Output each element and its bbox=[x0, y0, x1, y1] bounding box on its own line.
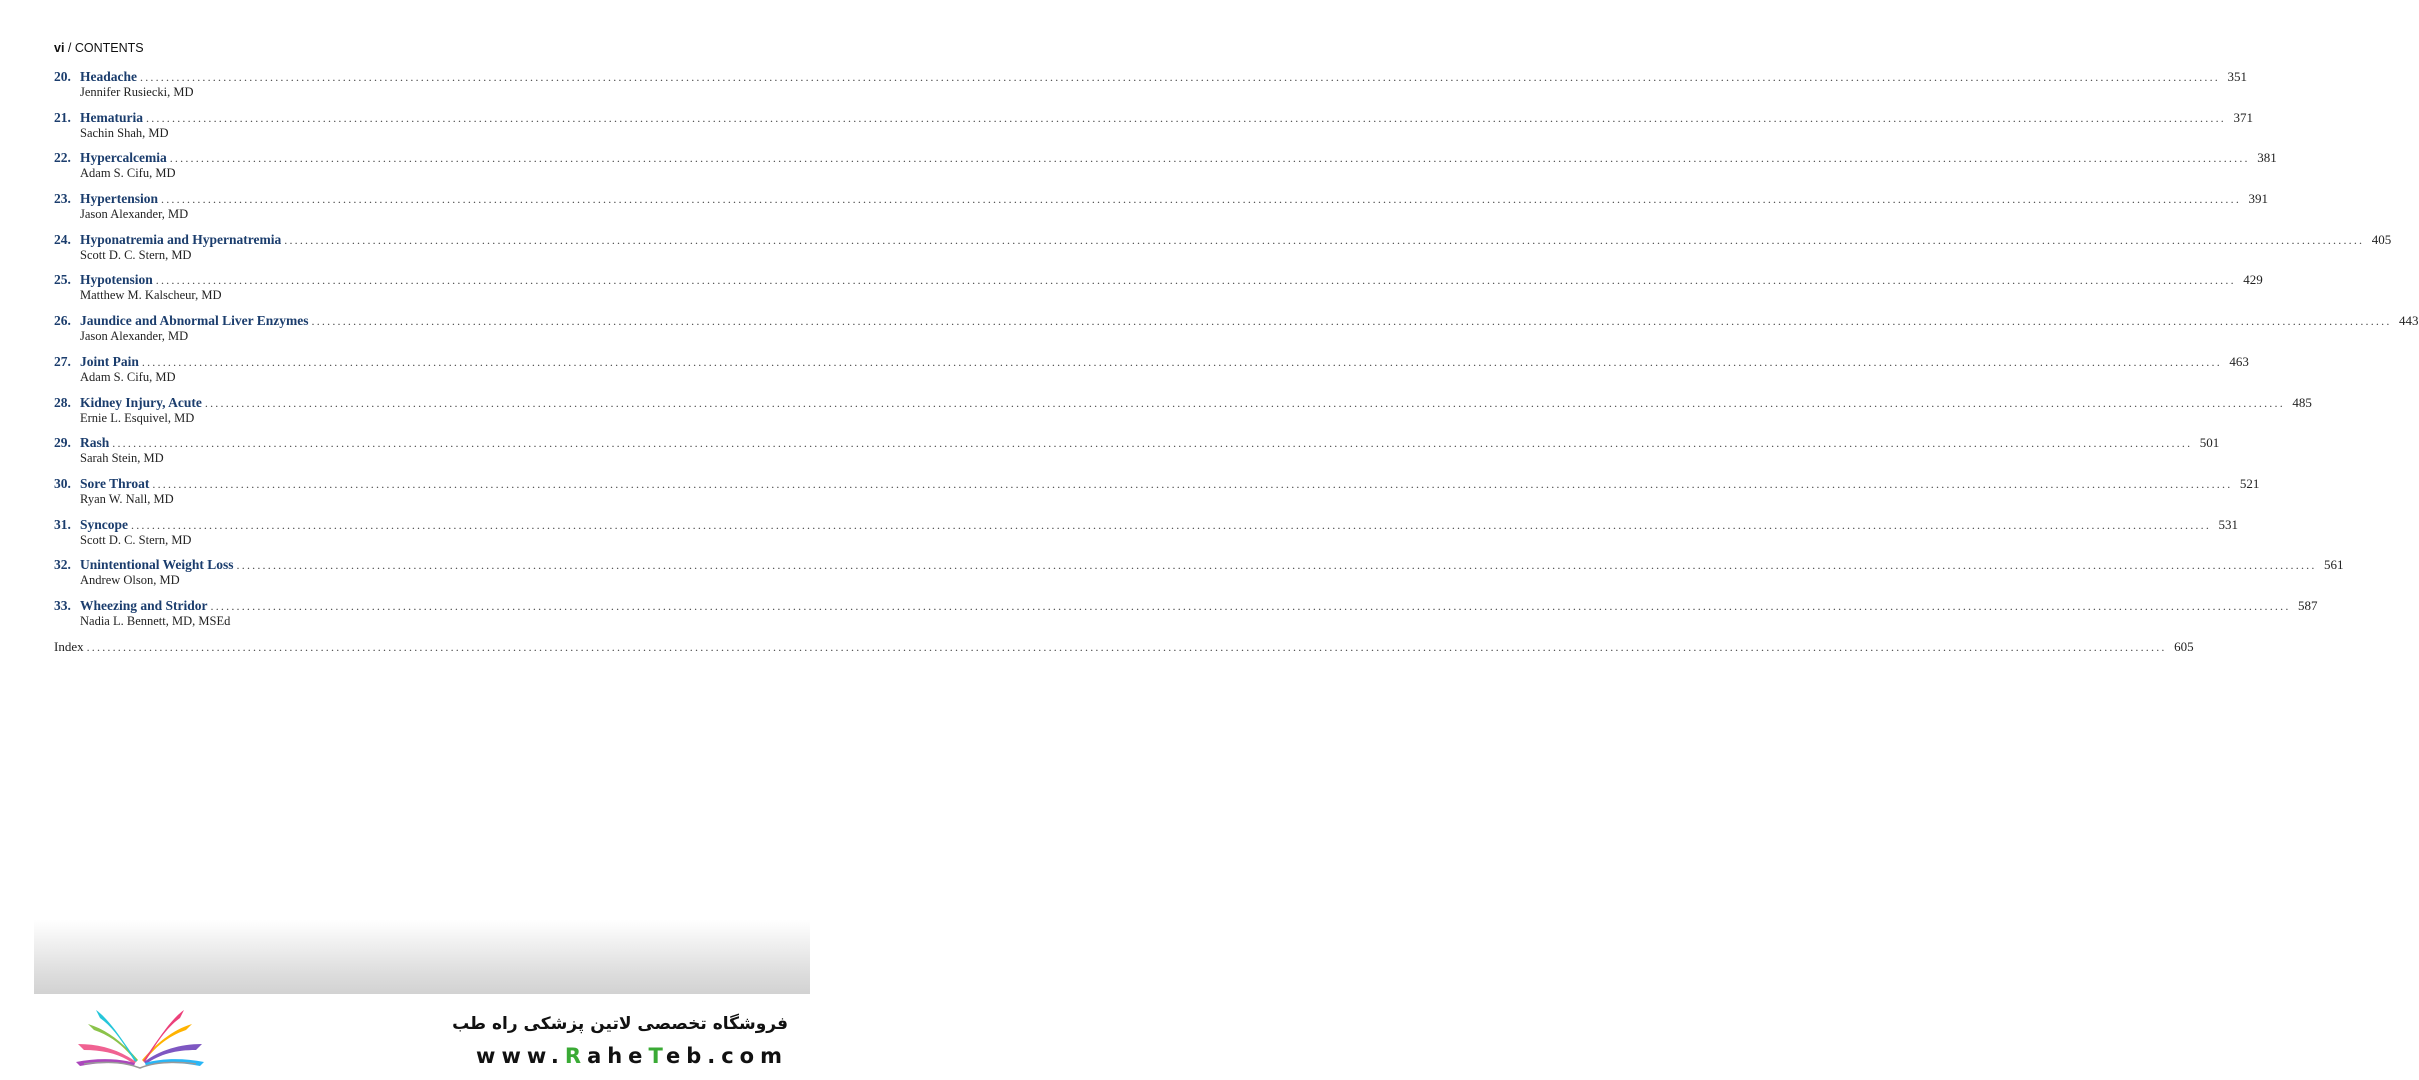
chapter-number: 24. bbox=[54, 231, 71, 247]
index-title[interactable]: Index bbox=[54, 638, 84, 654]
chapter-title[interactable]: Hyponatremia and Hypernatremia bbox=[80, 231, 282, 247]
leader-dots: ................................................................................................................................................................................................................................................................................................................................................................................................................ bbox=[141, 354, 2222, 369]
open-book-logo-icon bbox=[74, 1004, 206, 1070]
toc-entry[interactable] bbox=[54, 231, 2392, 272]
chapter-author: Adam S. Cifu, MD bbox=[80, 166, 176, 181]
chapter-page-number: 405 bbox=[2371, 231, 2392, 247]
toc-entry-line bbox=[54, 638, 2194, 655]
leader-dots: ................................................................................................................................................................................................................................................................................................................................................................................................................ bbox=[236, 558, 2317, 573]
chapter-number: 22. bbox=[54, 150, 71, 166]
chapter-title[interactable]: Wheezing and Stridor bbox=[80, 597, 208, 613]
toc-entry-line bbox=[54, 434, 2220, 451]
chapter-page-number: 429 bbox=[2243, 272, 2263, 288]
url-suffix: eb.com bbox=[665, 1044, 788, 1068]
toc-entry[interactable] bbox=[54, 312, 2419, 353]
chapter-author: Ryan W. Nall, MD bbox=[80, 491, 174, 506]
toc-entry-line bbox=[54, 556, 2344, 573]
toc-entry[interactable] bbox=[54, 556, 2344, 597]
toc-entry-line bbox=[54, 271, 2263, 288]
chapter-title[interactable]: Hypotension bbox=[80, 272, 153, 288]
toc-entry[interactable] bbox=[54, 597, 2318, 638]
book-pages-left bbox=[76, 1010, 138, 1066]
chapter-number: 25. bbox=[54, 272, 71, 288]
toc-entry-line bbox=[54, 190, 2269, 207]
header-section-title: CONTENTS bbox=[74, 41, 144, 55]
toc-entry[interactable] bbox=[54, 394, 2312, 435]
toc-entry[interactable] bbox=[54, 190, 2269, 231]
book-spine bbox=[84, 1062, 196, 1068]
chapter-author: Jennifer Rusiecki, MD bbox=[80, 85, 194, 99]
leader-dots: ................................................................................................................................................................................................................................................................................................................................................................................................................ bbox=[152, 476, 2233, 491]
toc-entry[interactable] bbox=[54, 109, 2253, 150]
page-bottom-shadow bbox=[34, 920, 810, 994]
chapter-author: Scott D. C. Stern, MD bbox=[80, 532, 192, 547]
leader-dots: ................................................................................................................................................................................................................................................................................................................................................................................................................ bbox=[131, 517, 2212, 532]
url-prefix: www. bbox=[476, 1044, 565, 1068]
toc-index-entry[interactable] bbox=[54, 638, 2194, 679]
toc-entry-line bbox=[54, 149, 2277, 166]
chapter-number: 26. bbox=[54, 313, 71, 329]
url-letter-t: T bbox=[648, 1044, 666, 1068]
toc-entry-line bbox=[54, 475, 2260, 492]
chapter-author: Nadia L. Bennett, MD, MSEd bbox=[80, 613, 231, 628]
chapter-page-number: 351 bbox=[2227, 69, 2247, 84]
leader-dots: ................................................................................................................................................................................................................................................................................................................................................................................................................ bbox=[155, 273, 2236, 288]
chapter-page-number: 381 bbox=[2257, 150, 2277, 166]
toc-entry[interactable] bbox=[54, 434, 2220, 475]
chapter-number: 29. bbox=[54, 435, 71, 451]
chapter-author: Scott D. C. Stern, MD bbox=[80, 247, 192, 262]
leader-dots: ................................................................................................................................................................................................................................................................................................................................................................................................................ bbox=[140, 70, 2220, 84]
chapter-author: Sachin Shah, MD bbox=[80, 125, 169, 140]
store-name: فروشگاه تخصصی لاتین پزشکی راه طب bbox=[452, 1014, 788, 1034]
leader-dots: ................................................................................................................................................................................................................................................................................................................................................................................................................ bbox=[146, 110, 2226, 125]
chapter-page-number: 561 bbox=[2324, 557, 2344, 573]
store-banner bbox=[0, 994, 844, 1080]
chapter-number: 21. bbox=[54, 109, 71, 125]
leader-dots: ................................................................................................................................................................................................................................................................................................................................................................................................................ bbox=[284, 232, 2365, 247]
chapter-author: Jason Alexander, MD bbox=[80, 207, 189, 222]
chapter-title[interactable]: Hypertension bbox=[80, 191, 159, 207]
chapter-page-number: 485 bbox=[2292, 394, 2312, 410]
chapter-number: 32. bbox=[54, 557, 71, 573]
url-middle: ahe bbox=[587, 1044, 649, 1068]
toc-entry[interactable] bbox=[54, 149, 2277, 190]
chapter-page-number: 391 bbox=[2248, 191, 2269, 207]
leader-dots: ................................................................................................................................................................................................................................................................................................................................................................................................................ bbox=[204, 395, 2285, 410]
chapter-number: 33. bbox=[54, 597, 71, 613]
chapter-author: Sarah Stein, MD bbox=[80, 451, 164, 466]
chapter-title[interactable]: Hypercalcemia bbox=[80, 150, 167, 166]
leader-dots: ................................................................................................................................................................................................................................................................................................................................................................................................................ bbox=[210, 598, 2291, 613]
index-page-number: 605 bbox=[2174, 638, 2194, 654]
table-of-contents bbox=[54, 68, 2419, 678]
chapter-title[interactable]: Headache bbox=[80, 69, 137, 84]
toc-entry[interactable] bbox=[54, 271, 2263, 312]
toc-entry-line bbox=[54, 597, 2318, 614]
chapter-number: 20. bbox=[54, 69, 71, 84]
toc-entry[interactable] bbox=[54, 68, 2247, 109]
chapter-title[interactable]: Hematuria bbox=[80, 109, 143, 125]
chapter-number: 23. bbox=[54, 191, 71, 207]
toc-entry-line bbox=[54, 312, 2419, 329]
header-separator: / bbox=[67, 41, 72, 55]
header-page-number: vi bbox=[54, 41, 65, 55]
chapter-page-number: 463 bbox=[2229, 353, 2249, 369]
chapter-title[interactable]: Joint Pain bbox=[80, 353, 139, 369]
chapter-number: 28. bbox=[54, 394, 71, 410]
chapter-title[interactable]: Unintentional Weight Loss bbox=[80, 557, 234, 573]
leader-dots: ................................................................................................................................................................................................................................................................................................................................................................................................................ bbox=[112, 436, 2193, 451]
leader-dots: ................................................................................................................................................................................................................................................................................................................................................................................................................ bbox=[169, 151, 2250, 166]
toc-entry-line bbox=[54, 68, 2247, 85]
chapter-author: Jason Alexander, MD bbox=[80, 329, 189, 344]
leader-dots: ................................................................................................................................................................................................................................................................................................................................................................................................................ bbox=[86, 639, 2167, 654]
chapter-number: 30. bbox=[54, 475, 71, 491]
chapter-author: Matthew M. Kalscheur, MD bbox=[80, 288, 222, 303]
toc-entry[interactable] bbox=[54, 475, 2260, 516]
store-url[interactable] bbox=[476, 1044, 788, 1068]
chapter-page-number: 531 bbox=[2218, 516, 2239, 532]
chapter-number: 27. bbox=[54, 353, 71, 369]
toc-entry-line bbox=[54, 394, 2312, 411]
url-letter-r: R bbox=[564, 1044, 588, 1068]
chapter-page-number: 443 bbox=[2399, 313, 2419, 329]
book-pages-right bbox=[142, 1010, 204, 1066]
chapter-author: Andrew Olson, MD bbox=[80, 573, 180, 588]
chapter-page-number: 371 bbox=[2233, 109, 2253, 125]
toc-entry-line bbox=[54, 353, 2249, 370]
toc-entry-line bbox=[54, 109, 2253, 126]
running-header bbox=[54, 41, 144, 55]
leader-dots: ................................................................................................................................................................................................................................................................................................................................................................................................................ bbox=[161, 192, 2242, 207]
chapter-author: Ernie L. Esquivel, MD bbox=[80, 410, 195, 425]
chapter-title[interactable]: Kidney Injury, Acute bbox=[80, 394, 202, 410]
chapter-title[interactable]: Syncope bbox=[80, 516, 129, 532]
toc-entry[interactable] bbox=[54, 353, 2249, 394]
chapter-title[interactable]: Rash bbox=[80, 435, 110, 451]
chapter-number: 31. bbox=[54, 516, 71, 532]
toc-entry-line bbox=[54, 516, 2239, 533]
chapter-page-number: 521 bbox=[2239, 475, 2260, 491]
chapter-author: Adam S. Cifu, MD bbox=[80, 369, 176, 384]
toc-entry-line bbox=[54, 231, 2392, 248]
chapter-title[interactable]: Jaundice and Abnormal Liver Enzymes bbox=[80, 313, 309, 329]
chapter-page-number: 587 bbox=[2298, 597, 2318, 613]
toc-entry[interactable] bbox=[54, 516, 2239, 557]
leader-dots: ................................................................................................................................................................................................................................................................................................................................................................................................................ bbox=[311, 314, 2392, 329]
chapter-page-number: 501 bbox=[2199, 435, 2220, 451]
chapter-title[interactable]: Sore Throat bbox=[80, 475, 150, 491]
